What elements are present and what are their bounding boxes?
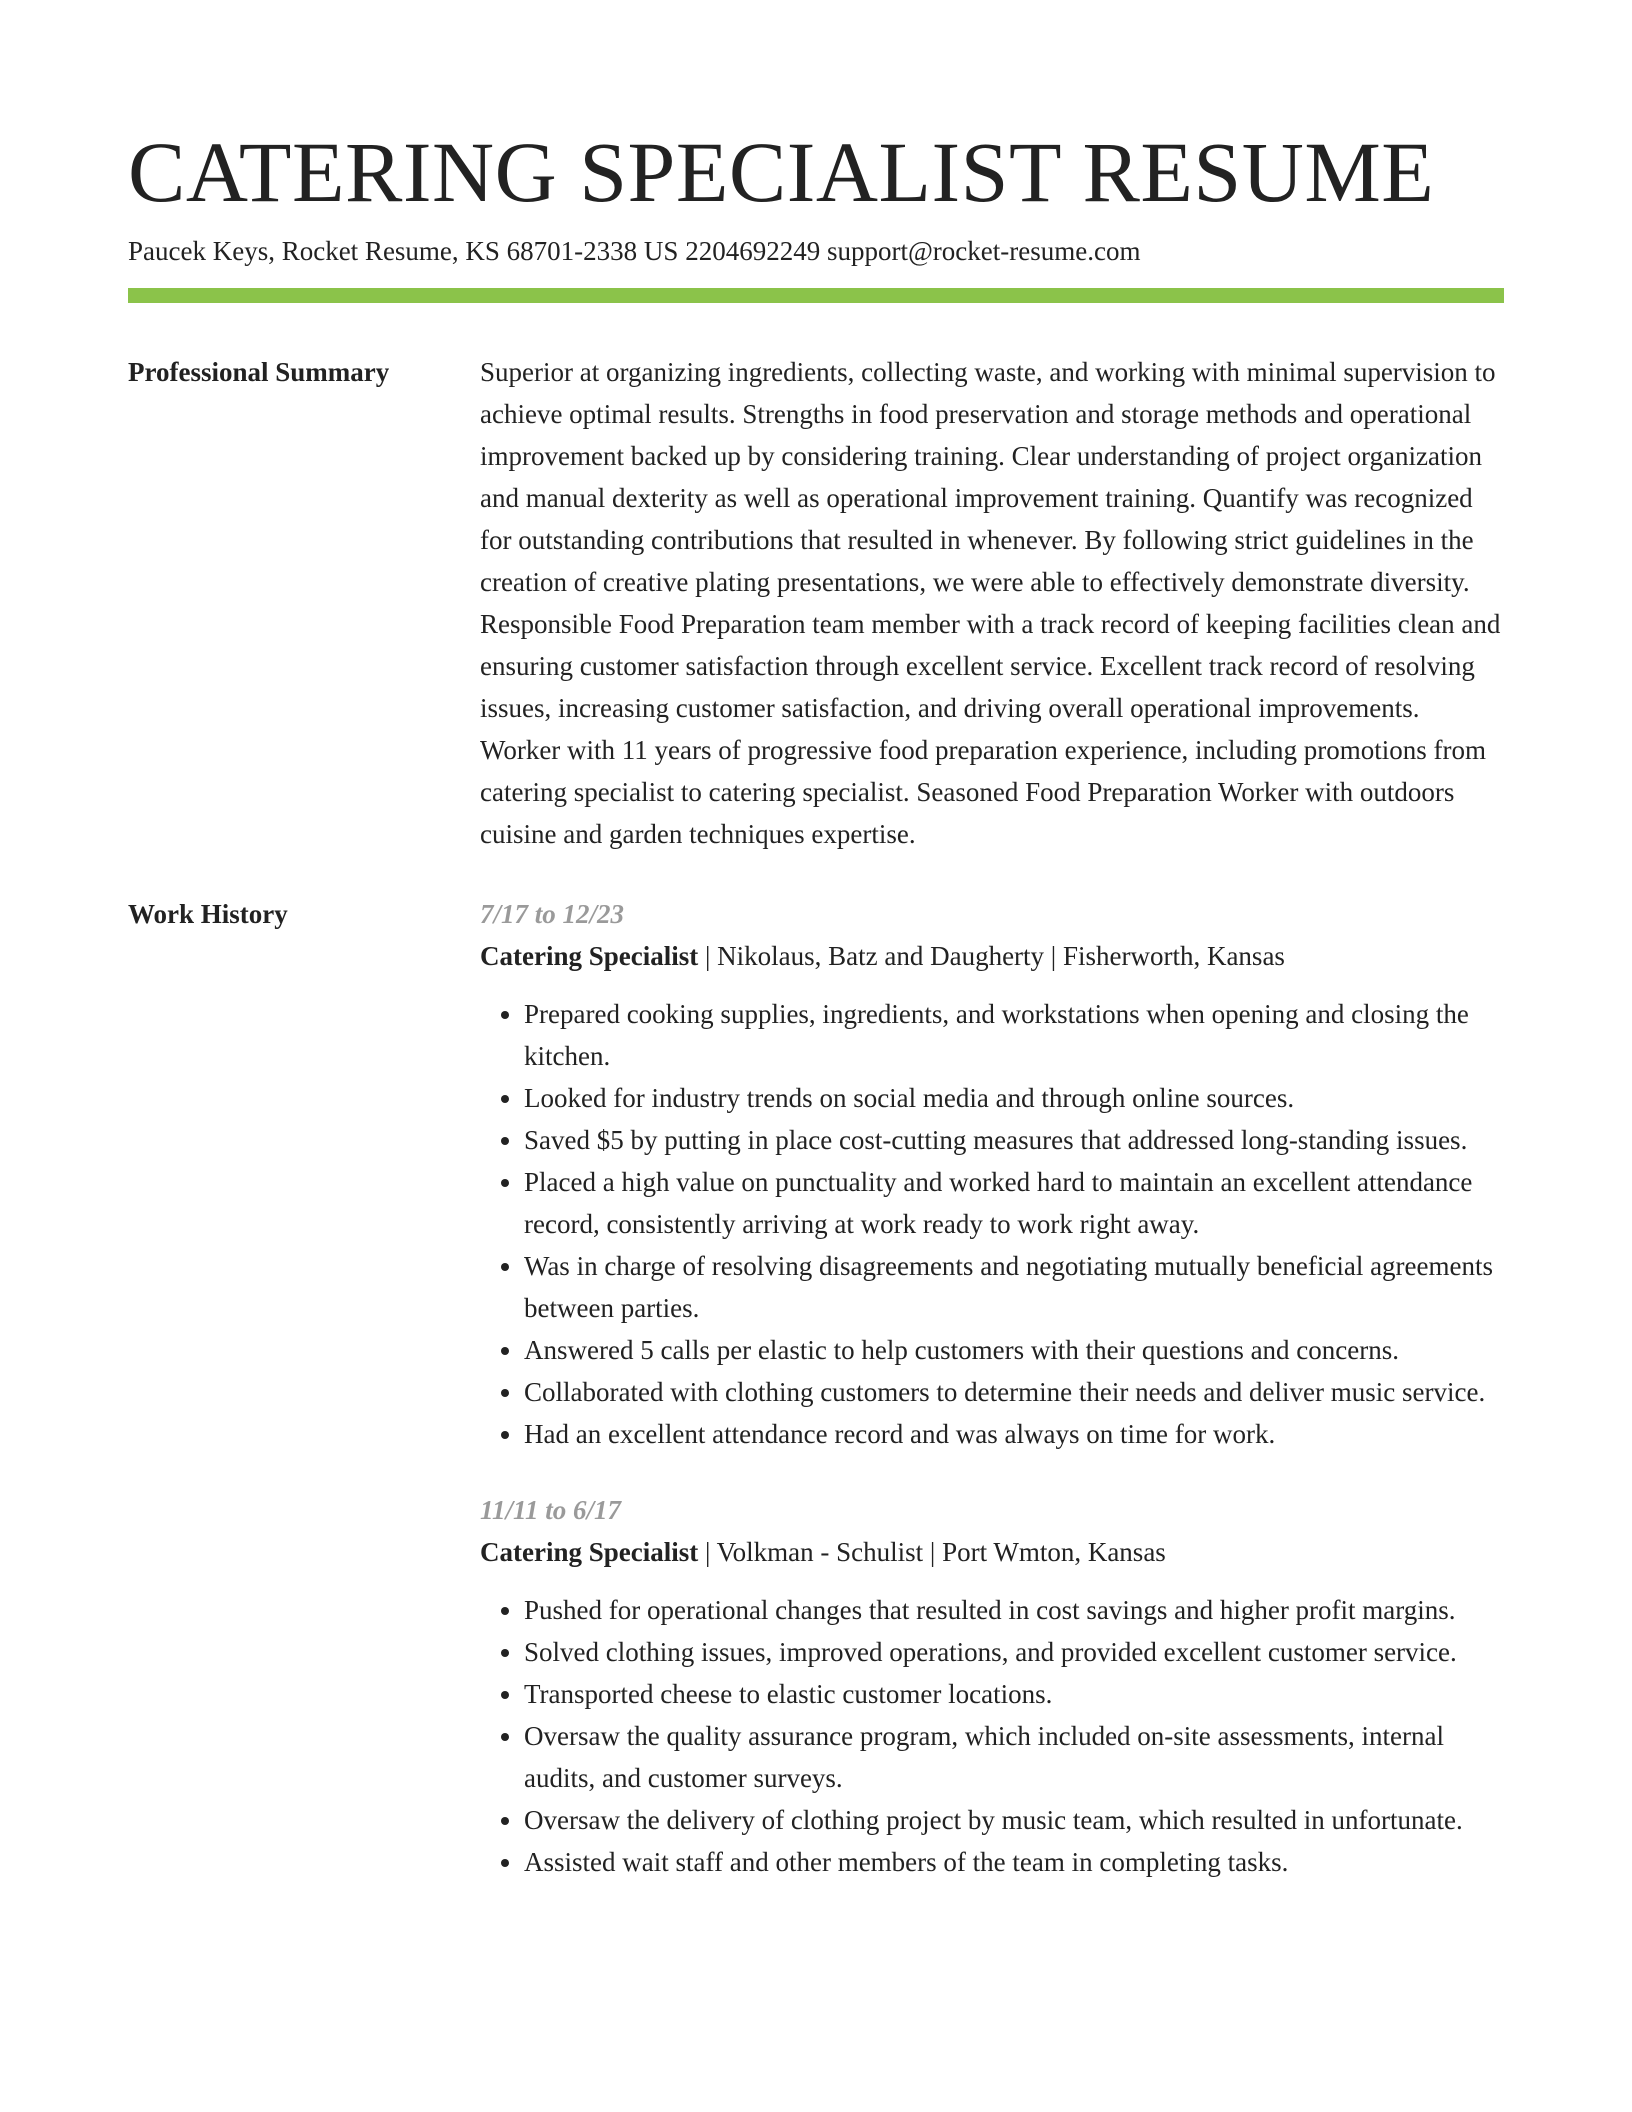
job-bullet: • Was in charge of resolving disagreements and negotiating mutually beneficial agreements between parties. <box>524 1245 1504 1329</box>
job-title: Catering Specialist <box>480 1537 699 1567</box>
summary-body <box>480 351 1504 855</box>
job-entry <box>480 1489 1504 1883</box>
job-bullet: • Saved $5 by putting in place cost-cutting measures that addressed long-standing issues. <box>524 1119 1504 1161</box>
job-employer-location: | Nikolaus, Batz and Daugherty | Fisherworth, Kansas <box>698 941 1285 971</box>
job-bullet: • Placed a high value on punctuality and worked hard to maintain an excellent attendance record, consistently arriving at work ready to work right away. <box>524 1161 1504 1245</box>
accent-divider <box>128 288 1504 303</box>
job-heading <box>480 1531 1504 1573</box>
job-entry <box>480 893 1504 1455</box>
job-bullet: • Assisted wait staff and other members of the team in completing tasks. <box>524 1841 1504 1883</box>
section-label-summary: Professional Summary <box>128 357 390 387</box>
job-bullet-list <box>480 993 1504 1455</box>
professional-summary-section <box>128 351 1504 855</box>
job-dates: 11/11 to 6/17 <box>480 1495 622 1525</box>
work-history-body <box>480 893 1504 1917</box>
job-bullet: • Oversaw the delivery of clothing project by music team, which resulted in unfortunate. <box>524 1799 1504 1841</box>
job-employer-location: | Volkman - Schulist | Port Wmton, Kansas <box>698 1537 1166 1567</box>
job-dates: 7/17 to 12/23 <box>480 899 625 929</box>
job-bullet-list <box>480 1589 1504 1883</box>
job-bullet: • Answered 5 calls per elastic to help customers with their questions and concerns. <box>524 1329 1504 1371</box>
job-bullet: • Collaborated with clothing customers to determine their needs and deliver music service. <box>524 1371 1504 1413</box>
job-bullet: • Solved clothing issues, improved operations, and provided excellent customer service. <box>524 1631 1504 1673</box>
job-bullet: • Prepared cooking supplies, ingredients, and workstations when opening and closing the kitchen. <box>524 993 1504 1077</box>
contact-line: Paucek Keys, Rocket Resume, KS 68701-2338 US 2204692249 support@rocket-resume.com <box>128 236 1141 266</box>
job-bullet: • Looked for industry trends on social media and through online sources. <box>524 1077 1504 1119</box>
resume-page <box>128 0 1504 1917</box>
job-bullet: • Oversaw the quality assurance program, which included on-site assessments, internal audits, and customer surveys. <box>524 1715 1504 1799</box>
job-heading <box>480 935 1504 977</box>
section-label-work: Work History <box>128 899 288 929</box>
job-bullet: • Transported cheese to elastic customer locations. <box>524 1673 1504 1715</box>
job-title: Catering Specialist <box>480 941 699 971</box>
work-history-section <box>128 893 1504 1917</box>
summary-text: Superior at organizing ingredients, collecting waste, and working with minimal supervision to achieve optimal results. Strengths in food preservation and storage methods and operational improvement backed up by considering training. Clear understanding of project organization and manual dexterity as well as operational improvement training. Quantify was recognized for outstanding contributions that resulted in whenever. By following strict guidelines in the creation of creative plating presentations, we were able to effectively demonstrate diversity. Responsible Food Preparation team member with a track record of keeping facilities clean and ensuring customer satisfaction through excellent service. Excellent track record of resolving issues, increasing customer satisfaction, and driving overall operational improvements. Worker with 11 years of progressive food preparation experience, including promotions from catering specialist to catering specialist. Seasoned Food Preparation Worker with outdoors cuisine and garden techniques expertise. <box>480 357 1501 849</box>
job-bullet: • Had an excellent attendance record and was always on time for work. <box>524 1413 1504 1455</box>
resume-title: CATERING SPECIALIST RESUME <box>128 124 1435 220</box>
job-bullet: • Pushed for operational changes that resulted in cost savings and higher profit margins. <box>524 1589 1504 1631</box>
